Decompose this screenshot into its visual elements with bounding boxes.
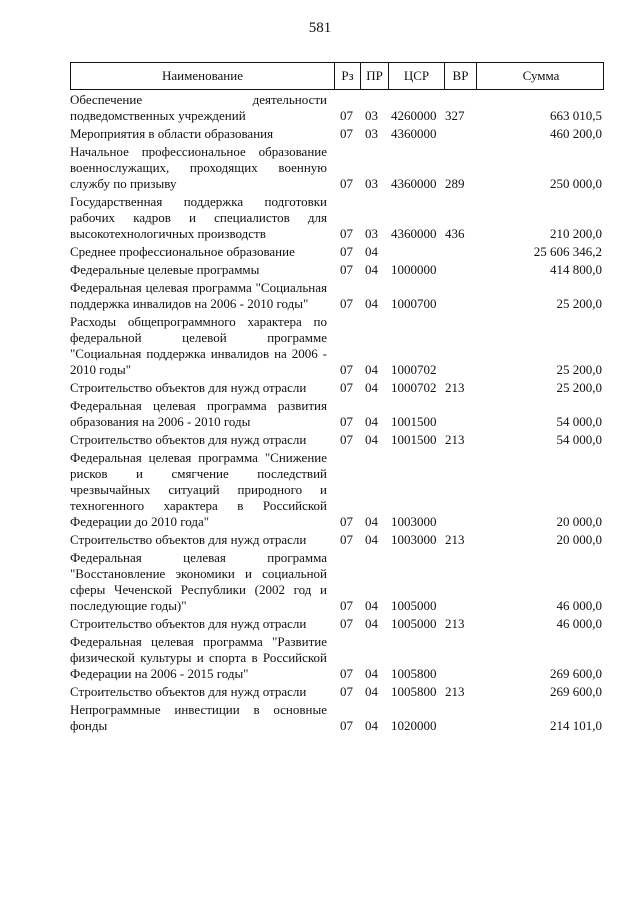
cell-vr: 213 — [445, 432, 465, 447]
cell-name: Федеральная целевая программа "Социальная поддержка инвалидов на 2006 - 2010 годы" — [70, 280, 327, 311]
cell-rz: 07 — [340, 262, 353, 277]
header-vr: ВР — [444, 63, 476, 89]
cell-vr: 436 — [445, 226, 465, 241]
cell-rz: 07 — [340, 414, 353, 429]
cell-pr: 03 — [365, 126, 378, 141]
cell-rz: 07 — [340, 718, 353, 733]
cell-csr: 1001500 — [391, 432, 437, 447]
cell-sum: 214 101,0 — [550, 718, 602, 733]
cell-rz: 07 — [340, 666, 353, 681]
table-row — [70, 702, 604, 734]
cell-csr: 1005800 — [391, 684, 437, 699]
table-row — [70, 92, 604, 124]
cell-sum: 210 200,0 — [550, 226, 602, 241]
table-row — [70, 398, 604, 430]
cell-rz: 07 — [340, 598, 353, 613]
header-name: Наименование — [162, 68, 243, 83]
cell-csr: 1003000 — [391, 532, 437, 547]
cell-rz: 07 — [340, 616, 353, 631]
cell-csr: 1005800 — [391, 666, 437, 681]
table-row — [70, 280, 604, 312]
header-sum: Сумма — [476, 63, 605, 89]
cell-csr: 4360000 — [391, 226, 437, 241]
cell-name: Непрограммные инвестиции в основные фонды — [70, 702, 327, 733]
cell-pr: 03 — [365, 226, 378, 241]
table-row — [70, 194, 604, 242]
cell-name: Государственная поддержка подготовки рабочих кадров и специалистов для высокотехнологичных производств — [70, 194, 327, 241]
cell-pr: 04 — [365, 244, 378, 259]
table-row — [70, 262, 604, 278]
cell-vr: 327 — [445, 108, 465, 123]
table-row — [70, 634, 604, 682]
cell-pr: 04 — [365, 262, 378, 277]
cell-csr: 1000000 — [391, 262, 437, 277]
cell-csr: 1000702 — [391, 380, 437, 395]
cell-sum: 46 000,0 — [556, 598, 602, 613]
cell-name: Расходы общепрограммного характера по федеральной целевой программе "Социальная поддержка инвалидов на 2006 - 2010 годы" — [70, 314, 327, 377]
cell-rz: 07 — [340, 176, 353, 191]
cell-name: Строительство объектов для нужд отрасли — [70, 380, 307, 395]
cell-pr: 04 — [365, 362, 378, 377]
cell-csr: 1000702 — [391, 362, 437, 377]
cell-pr: 04 — [365, 684, 378, 699]
cell-vr: 213 — [445, 380, 465, 395]
cell-csr: 1001500 — [391, 414, 437, 429]
cell-pr: 04 — [365, 414, 378, 429]
page-number: 581 — [308, 20, 332, 36]
table-header — [70, 62, 604, 90]
cell-sum: 269 600,0 — [550, 666, 602, 681]
cell-csr: 4360000 — [391, 176, 437, 191]
cell-name: Обеспечение деятельности подведомственных учреждений — [70, 92, 327, 123]
cell-vr: 213 — [445, 616, 465, 631]
cell-csr: 1005000 — [391, 598, 437, 613]
cell-name: Федеральная целевая программа развития образования на 2006 - 2010 годы — [70, 398, 327, 429]
cell-sum: 460 200,0 — [550, 126, 602, 141]
cell-sum: 46 000,0 — [556, 616, 602, 631]
table-row — [70, 380, 604, 396]
cell-sum: 414 800,0 — [550, 262, 602, 277]
table-row — [70, 144, 604, 192]
cell-pr: 04 — [365, 380, 378, 395]
cell-rz: 07 — [340, 432, 353, 447]
header-rz: Рз — [334, 63, 360, 89]
cell-name: Строительство объектов для нужд отрасли — [70, 432, 307, 447]
cell-rz: 07 — [340, 684, 353, 699]
cell-sum: 25 200,0 — [556, 362, 602, 377]
cell-sum: 25 200,0 — [556, 380, 602, 395]
cell-csr: 1005000 — [391, 616, 437, 631]
table-row — [70, 450, 604, 530]
cell-rz: 07 — [340, 296, 353, 311]
cell-csr: 4360000 — [391, 126, 437, 141]
cell-pr: 04 — [365, 598, 378, 613]
header-csr: ЦСР — [388, 63, 444, 89]
cell-rz: 07 — [340, 362, 353, 377]
cell-rz: 07 — [340, 108, 353, 123]
cell-pr: 04 — [365, 616, 378, 631]
cell-sum: 20 000,0 — [556, 514, 602, 529]
table-body — [70, 92, 604, 734]
cell-pr: 04 — [365, 514, 378, 529]
cell-pr: 04 — [365, 296, 378, 311]
cell-pr: 03 — [365, 108, 378, 123]
cell-rz: 07 — [340, 126, 353, 141]
cell-rz: 07 — [340, 514, 353, 529]
table-row — [70, 432, 604, 448]
cell-pr: 04 — [365, 666, 378, 681]
table-row — [70, 126, 604, 142]
header-pr: ПР — [360, 63, 388, 89]
cell-pr: 03 — [365, 176, 378, 191]
cell-vr: 213 — [445, 532, 465, 547]
cell-name: Федеральная целевая программа "Снижение рисков и смягчение последствий чрезвычайных ситуаций природного и техногенного характера в Российской Федерации до 2010 года" — [70, 450, 327, 529]
cell-name: Среднее профессиональное образование — [70, 244, 295, 259]
cell-sum: 20 000,0 — [556, 532, 602, 547]
cell-rz: 07 — [340, 226, 353, 241]
cell-rz: 07 — [340, 532, 353, 547]
cell-name: Федеральная целевая программа "Развитие физической культуры и спорта в Российской Федерации на 2006 - 2015 годы" — [70, 634, 327, 681]
cell-csr: 4260000 — [391, 108, 437, 123]
cell-name: Мероприятия в области образования — [70, 126, 274, 141]
cell-name: Начальное профессиональное образование военнослужащих, проходящих военную службу по призыву — [70, 144, 327, 191]
cell-name: Строительство объектов для нужд отрасли — [70, 616, 307, 631]
cell-pr: 04 — [365, 718, 378, 733]
table-row — [70, 550, 604, 614]
cell-sum: 25 200,0 — [556, 296, 602, 311]
cell-vr: 213 — [445, 684, 465, 699]
cell-rz: 07 — [340, 380, 353, 395]
cell-csr: 1003000 — [391, 514, 437, 529]
cell-pr: 04 — [365, 432, 378, 447]
budget-table — [70, 62, 604, 734]
table-row — [70, 244, 604, 260]
cell-csr: 1020000 — [391, 718, 437, 733]
cell-csr: 1000700 — [391, 296, 437, 311]
cell-sum: 54 000,0 — [556, 432, 602, 447]
cell-name: Строительство объектов для нужд отрасли — [70, 532, 307, 547]
cell-sum: 54 000,0 — [556, 414, 602, 429]
table-row — [70, 616, 604, 632]
cell-rz: 07 — [340, 244, 353, 259]
cell-pr: 04 — [365, 532, 378, 547]
cell-name: Строительство объектов для нужд отрасли — [70, 684, 307, 699]
cell-sum: 269 600,0 — [550, 684, 602, 699]
table-row — [70, 684, 604, 700]
table-row — [70, 314, 604, 378]
cell-name: Федеральная целевая программа "Восстановление экономики и социальной сферы Чеченской Республики (2002 год и последующие годы)" — [70, 550, 327, 613]
cell-sum: 25 606 346,2 — [533, 244, 602, 259]
cell-sum: 663 010,5 — [550, 108, 602, 123]
cell-sum: 250 000,0 — [550, 176, 602, 191]
cell-vr: 289 — [445, 176, 465, 191]
cell-name: Федеральные целевые программы — [70, 262, 260, 277]
table-row — [70, 532, 604, 548]
